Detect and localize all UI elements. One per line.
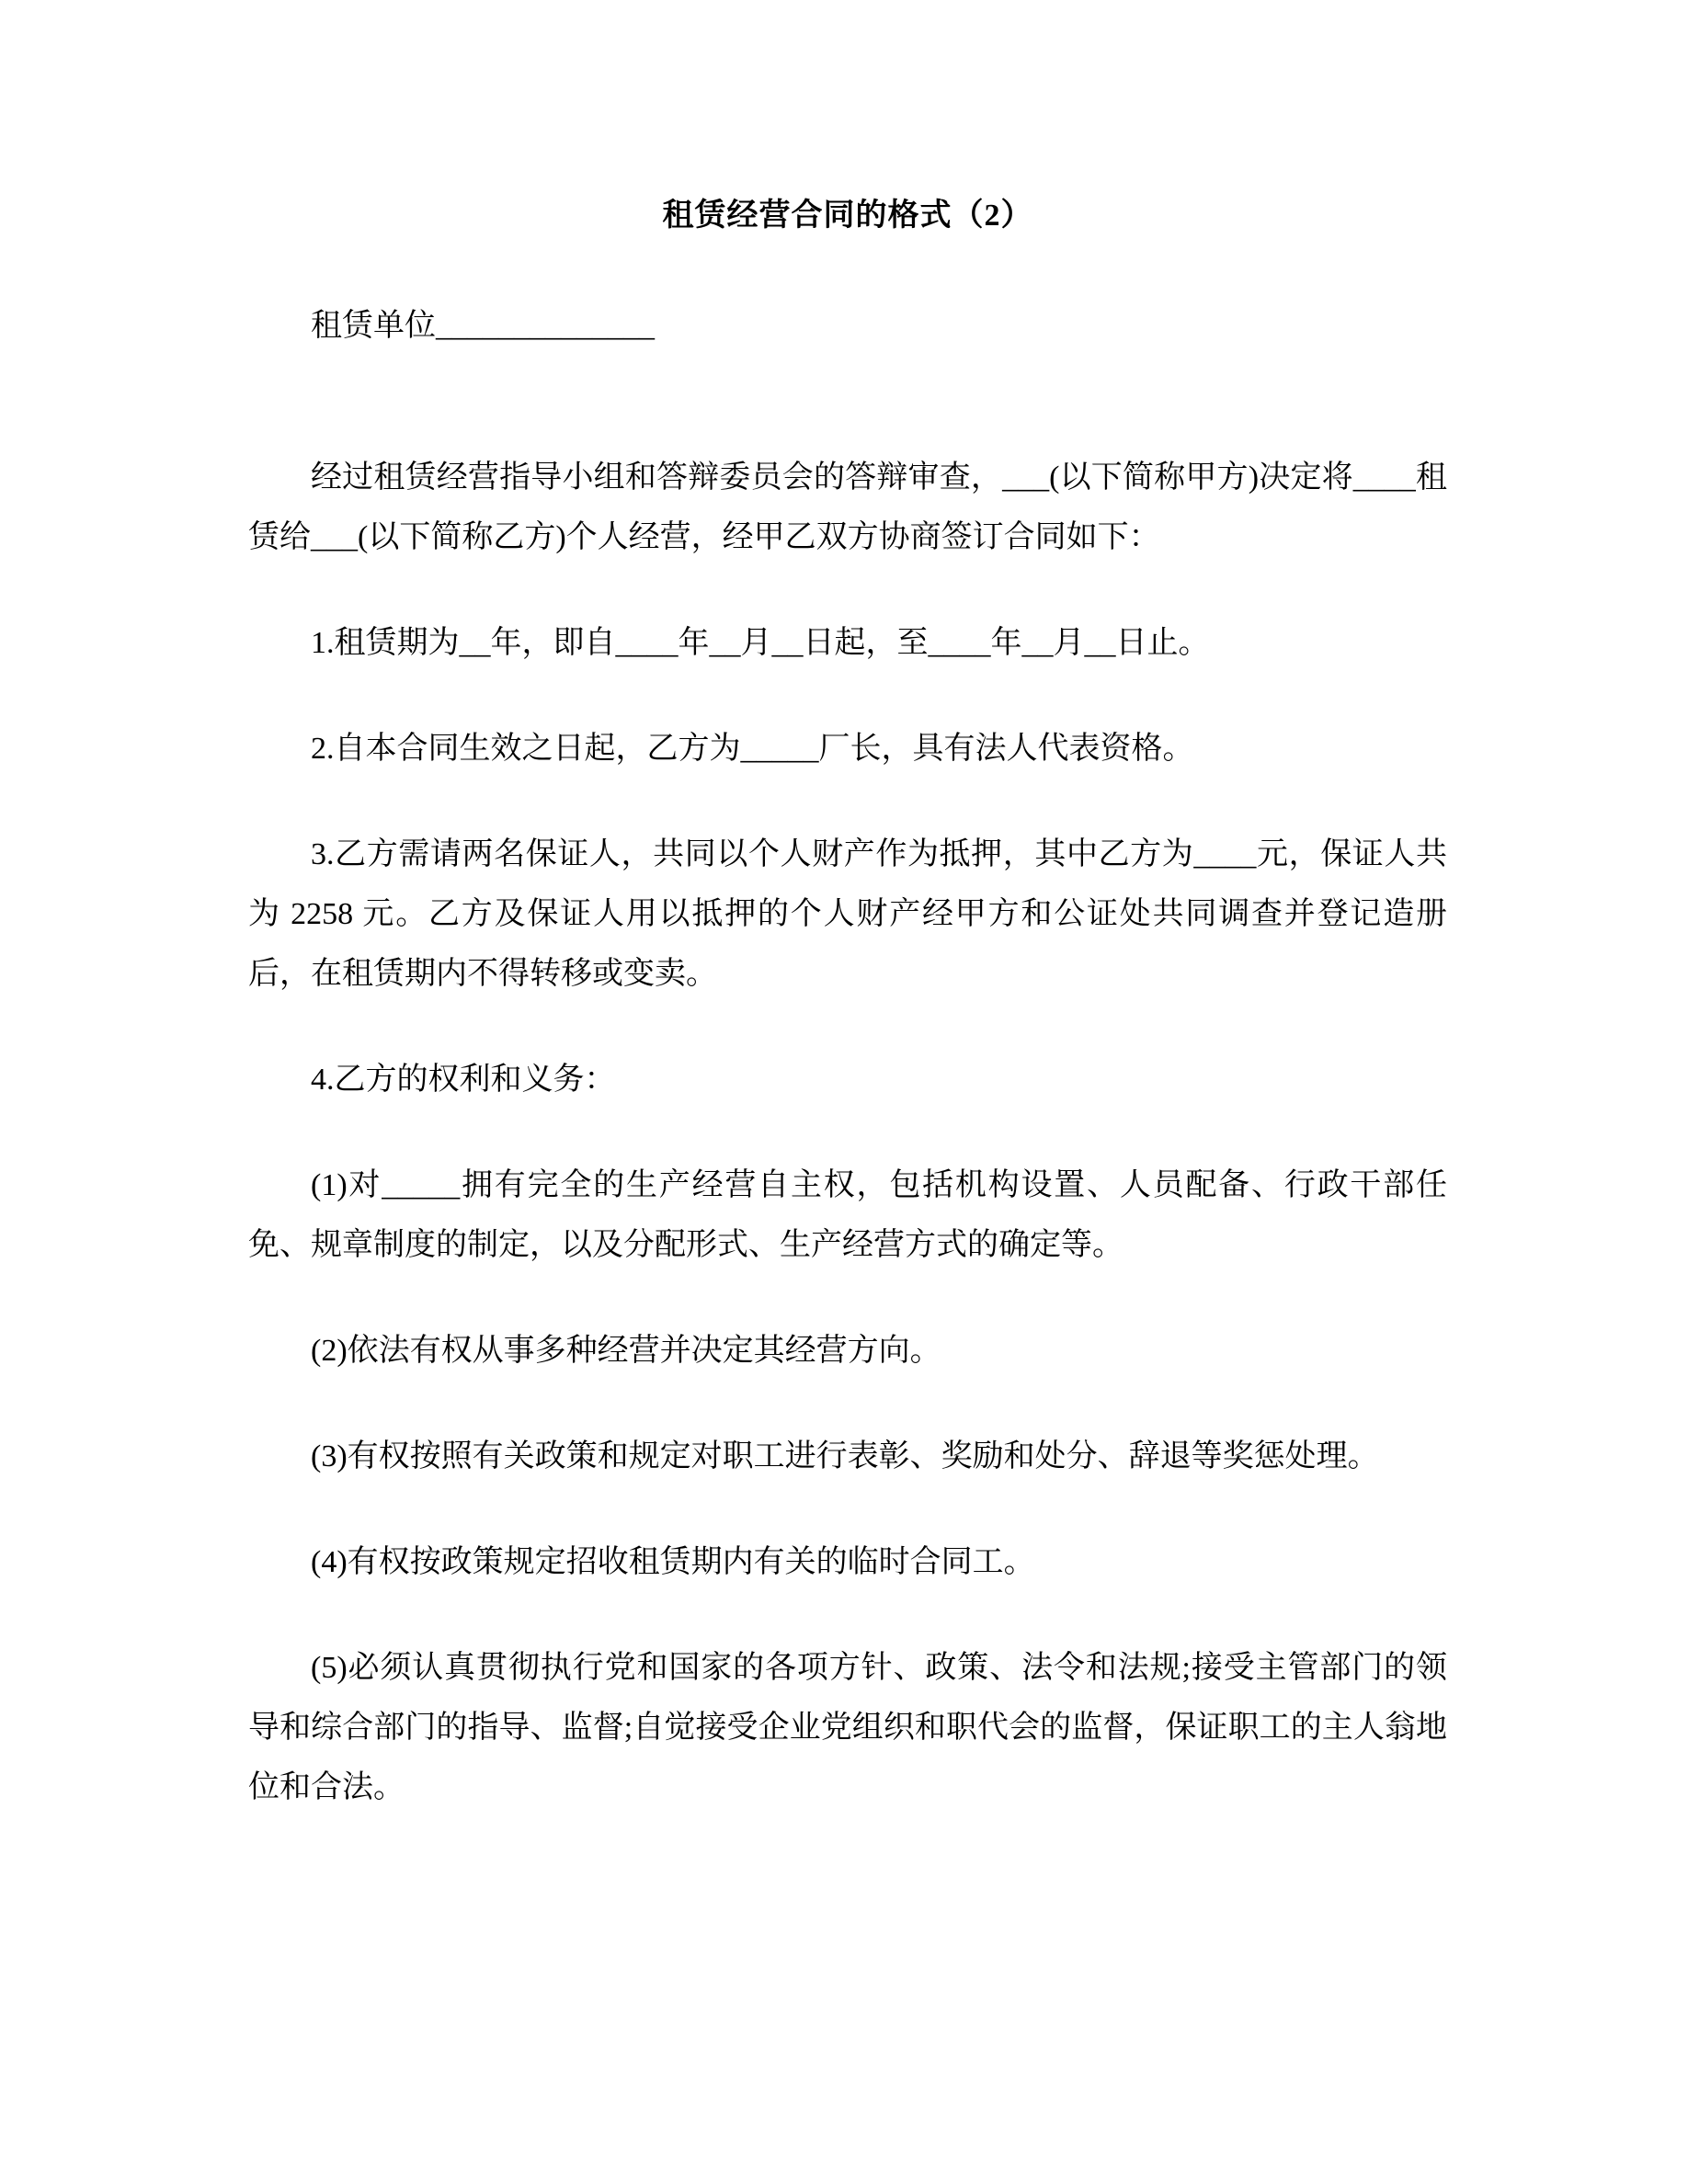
document-title: 租赁经营合同的格式（2） [662, 199, 1033, 233]
paragraph: (1)对_____拥有完全的生产经营自主权，包括机构设置、人员配备、行政干部任免、规章制度的制定，以及分配形式、生产经营方式的确定等。 [248, 1168, 1447, 1262]
paragraph: (2)依法有权从事多种经营并决定其经营方向。 [311, 1334, 941, 1368]
paragraph: 1.租赁期为__年，即自____年__月__日起，至____年__月__日止。 [311, 626, 1210, 660]
paragraph: 租赁单位______________ [311, 309, 655, 343]
paragraph: 3.乙方需请两名保证人，共同以个人财产作为抵押，其中乙方为____元，保证人共为 2258 元。乙方及保证人用以抵押的个人财产经甲方和公证处共同调查并登记造册后，在租赁期内不得转移或变卖。 [248, 837, 1447, 991]
paragraph: 2.自本合同生效之日起，乙方为_____厂长，具有法人代表资格。 [311, 732, 1194, 766]
paragraph: 4.乙方的权利和义务： [311, 1063, 616, 1097]
paragraph: (5)必须认真贯彻执行党和国家的各项方针、政策、法令和法规;接受主管部门的领导和综合部门的指导、监督;自觉接受企业党组织和职代会的监督，保证职工的主人翁地位和合法。 [248, 1651, 1447, 1804]
paragraph: 经过租赁经营指导小组和答辩委员会的答辩审查，___(以下简称甲方)决定将____租赁给___(以下简称乙方)个人经营，经甲乙双方协商签订合同如下： [248, 461, 1447, 554]
paragraph: (3)有权按照有关政策和规定对职工进行表彰、奖励和处分、辞退等奖惩处理。 [311, 1439, 1379, 1473]
document-body [248, 296, 1447, 1817]
paragraph: (4)有权按政策规定招收租赁期内有关的临时合同工。 [311, 1545, 1035, 1579]
